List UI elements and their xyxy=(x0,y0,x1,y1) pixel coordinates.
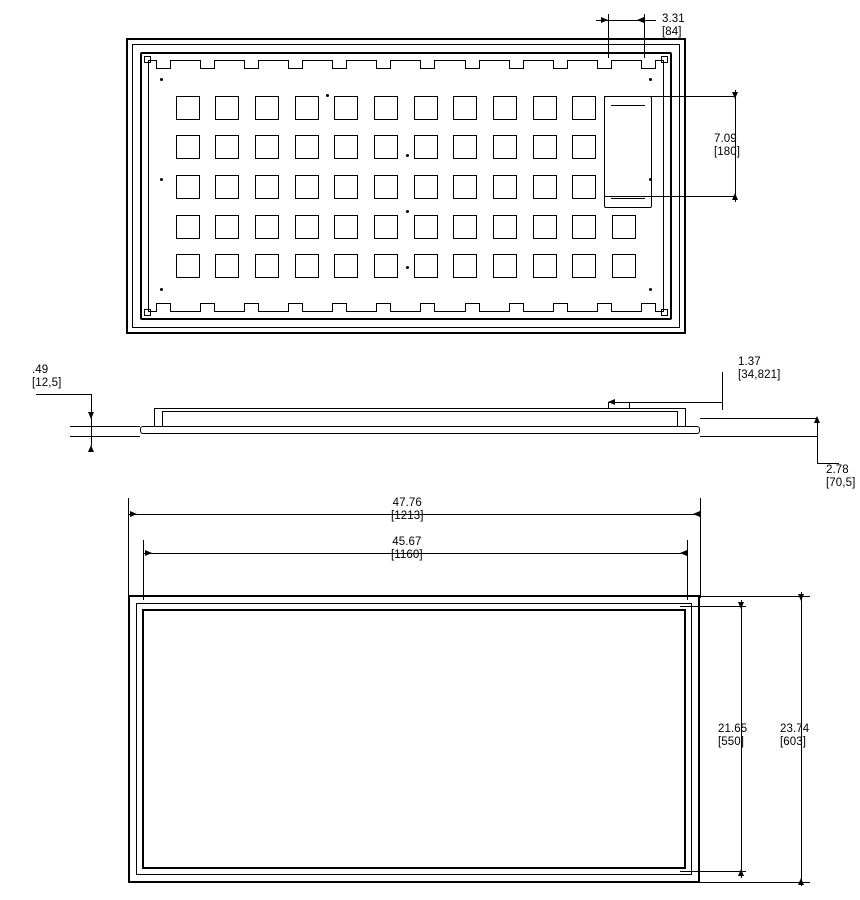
rivet-dot xyxy=(649,288,652,291)
side-view-section xyxy=(140,402,700,440)
led-cell xyxy=(525,167,565,207)
ext-line-overall-length-right xyxy=(700,498,701,598)
led-cell xyxy=(485,167,525,207)
led-cell xyxy=(168,246,208,286)
leader-driver-height xyxy=(722,372,723,410)
led-cell xyxy=(565,88,605,128)
rivet-dot xyxy=(406,210,409,213)
led-cell xyxy=(366,88,406,128)
dim-label-overall-width: 23.74 [603] xyxy=(780,723,810,748)
led-module-grid xyxy=(168,88,644,286)
arrow-head xyxy=(601,17,608,23)
rivet-dot xyxy=(649,78,652,81)
led-cell xyxy=(446,167,486,207)
led-cell xyxy=(446,88,486,128)
led-cell xyxy=(485,207,525,247)
dim-label-driver-height: 1.37 [34,821] xyxy=(738,356,781,381)
led-cell xyxy=(565,167,605,207)
rivet-dot xyxy=(326,94,329,97)
led-cell xyxy=(247,207,287,247)
led-cell xyxy=(446,128,486,168)
dim-line-flange xyxy=(91,394,92,446)
ext-line-overall-length-left xyxy=(128,498,129,598)
bottom-view-front-of-panel xyxy=(128,595,700,883)
dim-line-depth xyxy=(817,418,818,464)
led-cell xyxy=(327,207,367,247)
led-cell xyxy=(525,246,565,286)
rivet-dot xyxy=(160,288,163,291)
led-cell xyxy=(327,128,367,168)
ext-line-driver-length-top xyxy=(604,96,736,97)
led-cell xyxy=(327,167,367,207)
arrow-head xyxy=(145,550,152,556)
led-cell xyxy=(208,88,248,128)
led-cell xyxy=(208,207,248,247)
lens-aperture xyxy=(142,609,686,869)
led-cell xyxy=(366,207,406,247)
corner-fastener xyxy=(661,56,668,63)
led-cell xyxy=(565,207,605,247)
led-cell xyxy=(168,207,208,247)
led-cell xyxy=(406,88,446,128)
rivet-dot xyxy=(160,78,163,81)
leader-driver-height-h xyxy=(610,402,723,403)
arrow-head xyxy=(88,412,94,419)
led-cell xyxy=(168,167,208,207)
arrow-head xyxy=(814,416,820,423)
dim-label-overall-length: 47.76 [1213] xyxy=(391,497,424,522)
led-cell xyxy=(406,207,446,247)
dim-label-overall-depth: 2.78 [70,5] xyxy=(826,464,856,489)
dim-label-aperture-width: 21.65 [550] xyxy=(718,723,748,748)
led-cell xyxy=(287,128,327,168)
ext-line-depth-bottom xyxy=(700,436,818,437)
arrow-head xyxy=(637,17,644,23)
ext-line-flange-top xyxy=(70,426,140,427)
led-cell xyxy=(485,88,525,128)
led-cell xyxy=(287,88,327,128)
ext-line-flange-bottom xyxy=(70,436,140,437)
led-cell xyxy=(525,128,565,168)
arrow-head xyxy=(798,594,804,601)
housing-profile-inner xyxy=(162,411,678,426)
led-cell xyxy=(208,246,248,286)
arrow-head xyxy=(130,511,137,517)
corner-fastener xyxy=(661,309,668,316)
tab-row-bottom xyxy=(156,303,656,312)
led-cell xyxy=(247,128,287,168)
dim-label-aperture-length: 45.67 [1160] xyxy=(391,536,423,561)
rivet-dot xyxy=(160,178,163,181)
driver-housing xyxy=(604,96,652,208)
led-cell xyxy=(327,246,367,286)
led-cell xyxy=(208,167,248,207)
led-cell xyxy=(406,246,446,286)
ext-line-aperture-length-right xyxy=(687,540,688,600)
dim-label-driver-offset: 3.31 [84] xyxy=(662,13,685,38)
led-cell xyxy=(168,88,208,128)
led-cell xyxy=(446,207,486,247)
led-cell xyxy=(565,128,605,168)
led-cell xyxy=(446,246,486,286)
ext-line-aperture-width-top xyxy=(680,606,746,607)
ext-line-aperture-width-bottom xyxy=(680,871,746,872)
arrow-head xyxy=(693,511,700,517)
led-cell xyxy=(208,128,248,168)
arrow-head xyxy=(88,445,94,452)
led-cell xyxy=(406,128,446,168)
rivet-dot xyxy=(406,266,409,269)
led-cell xyxy=(247,88,287,128)
ext-line-depth-top xyxy=(700,418,818,419)
led-cell xyxy=(604,207,644,247)
led-cell xyxy=(366,246,406,286)
led-cell xyxy=(485,246,525,286)
led-cell xyxy=(525,207,565,247)
ext-line-driver-length-bottom xyxy=(604,196,736,197)
led-cell xyxy=(366,167,406,207)
led-cell xyxy=(525,88,565,128)
arrow-head xyxy=(680,550,687,556)
led-cell xyxy=(366,128,406,168)
led-cell xyxy=(247,167,287,207)
led-cell xyxy=(287,207,327,247)
led-cell xyxy=(485,128,525,168)
lens-plate-profile xyxy=(140,426,700,434)
arrow-head xyxy=(738,869,744,876)
led-cell xyxy=(287,246,327,286)
rivet-dot xyxy=(649,178,652,181)
corner-fastener xyxy=(144,309,151,316)
dim-label-driver-length: 7.09 [180] xyxy=(714,133,741,158)
ext-line-overall-width-bottom xyxy=(700,882,810,883)
tab-row-top xyxy=(156,60,656,69)
ext-line-overall-width-top xyxy=(700,596,810,597)
corner-fastener xyxy=(144,56,151,63)
rivet-dot xyxy=(406,154,409,157)
led-cell xyxy=(327,88,367,128)
led-cell xyxy=(168,128,208,168)
led-cell xyxy=(604,246,644,286)
led-cell xyxy=(247,246,287,286)
arrow-head xyxy=(732,193,738,200)
arrow-head xyxy=(608,399,615,405)
led-cell xyxy=(406,167,446,207)
top-view-back-of-panel xyxy=(126,38,686,334)
led-cell xyxy=(565,246,605,286)
arrow-head xyxy=(732,92,738,99)
led-cell xyxy=(287,167,327,207)
arrow-head xyxy=(798,878,804,885)
arrow-head xyxy=(738,602,744,609)
leader-flange-top xyxy=(36,394,92,395)
ext-line-aperture-length-left xyxy=(143,540,144,600)
dim-label-flange-thickness: .49 [12,5] xyxy=(32,364,62,389)
